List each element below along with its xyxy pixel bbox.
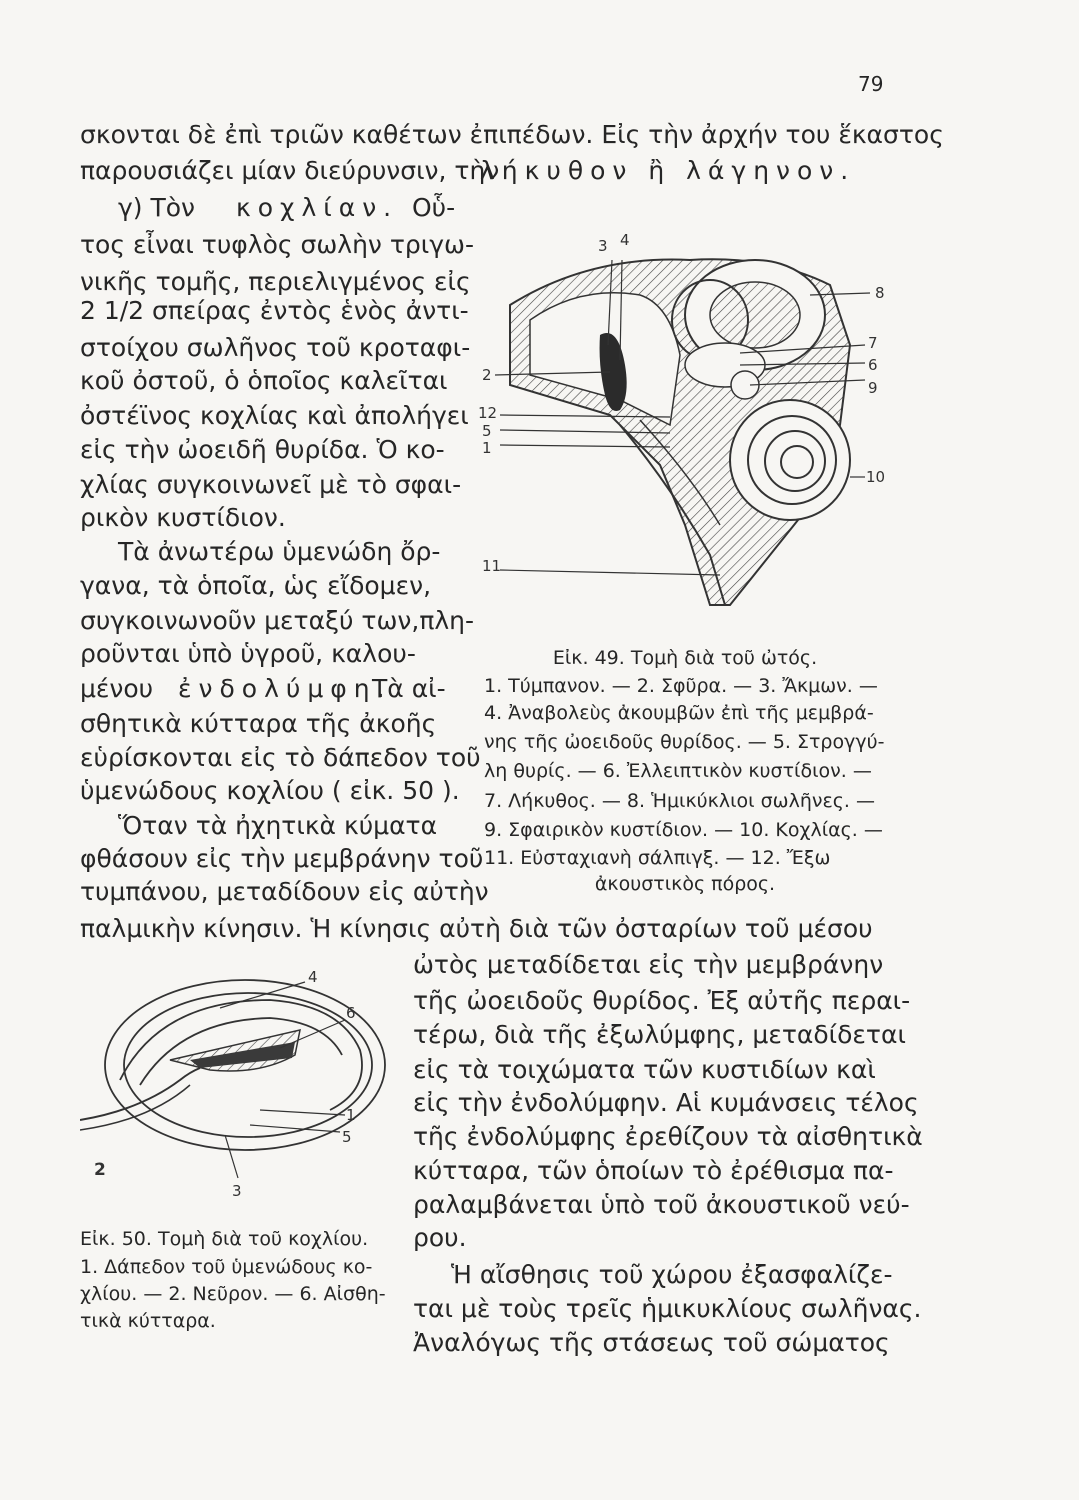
- text-line: κοῦ ὀστοῦ, ὁ ὁποῖος καλεῖται: [80, 366, 448, 395]
- text-line: χλίας συγκοινωνεῖ μὲ τὸ σφαι-: [80, 470, 462, 499]
- text-line: κύτταρα, τῶν ὁποίων τὸ ἐρέθισμα πα-: [413, 1156, 894, 1185]
- text-line: μένου: [80, 674, 154, 703]
- fig49-caption-line: 4. Ἀναβολεὺς ἀκουμβῶν ἐπὶ τῆς μεμβρά-: [484, 702, 874, 724]
- nerve: [80, 1068, 200, 1120]
- fig49-caption-line: λη θυρίς. — 6. Ἐλλειπτικὸν κυστίδιον. —: [484, 760, 872, 782]
- spaced-term: λήκυθον ἢ λάγηνον.: [480, 156, 856, 185]
- text-line: Ὅταν τὰ ἠχητικὰ κύματα: [118, 811, 438, 840]
- text-line: στοίχου σωλῆνος τοῦ κροταφι-: [80, 333, 471, 362]
- fig49-caption-line: 1. Τύμπανον. — 2. Σφῦρα. — 3. Ἄκμων. —: [484, 675, 878, 697]
- fig50-caption-line: 1. Δάπεδον τοῦ ὑμενώδους κο-: [80, 1256, 373, 1278]
- text-line: Τὰ ἀνωτέρω ὑμενώδη ὄρ-: [118, 537, 441, 566]
- text-line: νικῆς τομῆς, περιελιγμένος εἰς: [80, 267, 471, 296]
- text-line: σθητικὰ κύτταρα τῆς ἀκοῆς: [80, 709, 437, 738]
- fig50-label: 4: [308, 968, 318, 986]
- fig49-caption-line: 7. Λήκυθος. — 8. Ἡμικύκλιοι σωλῆνες. —: [484, 790, 875, 812]
- fig49-label: 10: [866, 468, 886, 486]
- fig50-caption-title: Εἰκ. 50. Τομὴ διὰ τοῦ κοχλίου.: [80, 1228, 369, 1250]
- semicircular-canal-inner: [710, 282, 800, 348]
- fig49-label: 7: [868, 334, 878, 352]
- fig50-label: 6: [346, 1004, 356, 1022]
- text-line: ρου.: [413, 1223, 467, 1252]
- text-line: Ἀναλόγως τῆς στάσεως τοῦ σώματος: [413, 1328, 890, 1357]
- text-line: ὠτὸς μεταδίδεται εἰς τὴν μεμβράνην: [413, 950, 884, 979]
- text-line: φθάσουν εἰς τὴν μεμβράνην τοῦ: [80, 844, 484, 873]
- fig49-label: 2: [482, 366, 492, 384]
- text-line: τυμπάνου, μεταδίδουν εἰς αὐτὴν: [80, 877, 489, 906]
- text-line: εἰς τὴν ὠοειδῆ θυρίδα. Ὁ κο-: [80, 435, 445, 464]
- fig49-label: 8: [875, 284, 885, 302]
- text-line: Οὗ-: [412, 193, 456, 222]
- fig49-label: 4: [620, 231, 630, 249]
- text-line: τῆς ὠοειδοῦς θυρίδος. Ἐξ αὐτῆς περαι-: [413, 986, 911, 1015]
- text-line: 2 1/2 σπείρας ἐντὸς ἑνὸς ἀντι-: [80, 296, 469, 325]
- fig49-label: 9: [868, 379, 878, 397]
- text-line: συγκοινωνοῦν μεταξύ των,πλη-: [80, 606, 475, 635]
- text-line: ὑμενώδους κοχλίου ( εἰκ. 50 ).: [80, 776, 460, 805]
- text-line: ὀστέϊνος κοχλίας καὶ ἀπολήγει: [80, 401, 469, 430]
- text-line: ρικὸν κυστίδιον.: [80, 503, 286, 532]
- text-line: εὑρίσκονται εἰς τὸ δάπεδον τοῦ: [80, 743, 481, 772]
- fig50-label: 1: [346, 1106, 356, 1124]
- text-line: γ) Τὸν: [118, 193, 196, 222]
- fig49-caption-line: ἀκουστικὸς πόρος.: [594, 873, 776, 895]
- fig49-label: 1: [482, 439, 492, 457]
- text-line: σκονται δὲ ἐπὶ τριῶν καθέτων ἐπιπέδων. Εἰς τὴν ἀρχήν του ἕκαστος: [80, 120, 944, 149]
- fig49-label: 3: [598, 237, 608, 255]
- text-line: ραλαμβάνεται ὑπὸ τοῦ ἀκουστικοῦ νεύ-: [413, 1190, 910, 1219]
- fig49-caption-line: 11. Εὐσταχιανὴ σάλπιγξ. — 12. Ἔξω: [484, 847, 831, 869]
- fig49-label: 12: [478, 404, 498, 422]
- fig49-caption-line: νης τῆς ὠοειδοῦς θυρίδος. — 5. Στρογγύ-: [484, 731, 885, 753]
- fig49-caption-title: Εἰκ. 49. Τομὴ διὰ τοῦ ὠτός.: [552, 647, 818, 669]
- fig50-label: 3: [232, 1182, 242, 1200]
- text-line: Ἡ αἴσθησις τοῦ χώρου ἐξασφαλίζε-: [451, 1260, 893, 1289]
- fig50-label: 2: [94, 1160, 106, 1180]
- text-line: τος εἶναι τυφλὸς σωλὴν τριγω-: [80, 230, 474, 259]
- text-line: παρουσιάζει μίαν διεύρυνσιν, τὴν: [80, 156, 500, 185]
- fig49-caption-line: 9. Σφαιρικὸν κυστίδιον. — 10. Κοχλίας. —: [484, 819, 883, 841]
- text-line: παλμικὴν κίνησιν. Ἡ κίνησις αὐτὴ διὰ τῶν ὀσταρίων τοῦ μέσου: [80, 914, 873, 943]
- text-line: τῆς ἐνδολύμφης ἐρεθίζουν τὰ αἰσθητικὰ: [413, 1122, 923, 1151]
- fig50-caption-line: χλίου. — 2. Νεῦρον. — 6. Αἰσθη-: [80, 1283, 386, 1305]
- fig49-label: 11: [482, 557, 502, 575]
- page-number: 79: [858, 72, 884, 96]
- text-line: τέρω, διὰ τῆς ἐξωλύμφης, μεταδίδεται: [413, 1020, 906, 1049]
- cochlea-spiral: [730, 400, 850, 520]
- ear-section-figure: [470, 225, 890, 625]
- text-line: ροῦνται ὑπὸ ὑγροῦ, καλου-: [80, 639, 416, 668]
- fig50-label: 5: [342, 1128, 352, 1146]
- text-line: γανα, τὰ ὁποῖα, ὡς εἴδομεν,: [80, 571, 432, 600]
- text-line: εἰς τὰ τοιχώματα τῶν κυστιδίων καὶ: [413, 1055, 876, 1084]
- text-line: εἰς τὴν ἐνδολύμφην. Αἱ κυμάνσεις τέλος: [413, 1088, 919, 1117]
- fig49-label: 6: [868, 356, 878, 374]
- text-line: Τὰ αἰ-: [372, 674, 446, 703]
- fig49-label: 5: [482, 422, 492, 440]
- cochlea-section-figure: [80, 960, 400, 1210]
- spaced-term: ἐνδολύμφη.: [178, 674, 392, 703]
- fig50-caption-line: τικὰ κύτταρα.: [80, 1310, 216, 1332]
- spaced-term: κοχλίαν.: [236, 193, 399, 222]
- text-line: ται μὲ τοὺς τρεῖς ἡμικυκλίους σωλῆνας.: [413, 1294, 922, 1323]
